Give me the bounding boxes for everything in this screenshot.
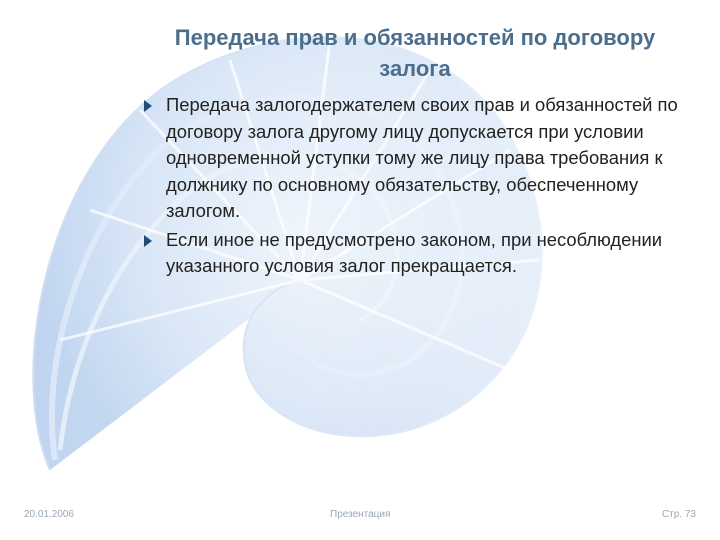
footer-page-number: Стр. 73 — [661, 509, 696, 520]
footer-date: 20.01.2006 — [24, 509, 75, 520]
bullet-list — [142, 92, 682, 282]
triangle-right-icon — [144, 235, 152, 247]
bullet-text: Передача залогодержателем своих прав и обязанностей по договору залога другому лицу допускается при условии одновременной уступки тому же лицу права требования к должнику по основному обязательству, обеспеченному залогом. — [166, 94, 678, 221]
bullet-text: Если иное не предусмотрено законом, при несоблюдении указанного условия залог прекращается. — [166, 228, 663, 276]
triangle-right-icon — [144, 100, 152, 112]
list-item — [142, 227, 682, 280]
footer-presentation: Презентация — [330, 509, 391, 520]
slide-title: Передача прав и обязанностей по договору залога — [174, 25, 656, 81]
list-item — [142, 92, 682, 225]
